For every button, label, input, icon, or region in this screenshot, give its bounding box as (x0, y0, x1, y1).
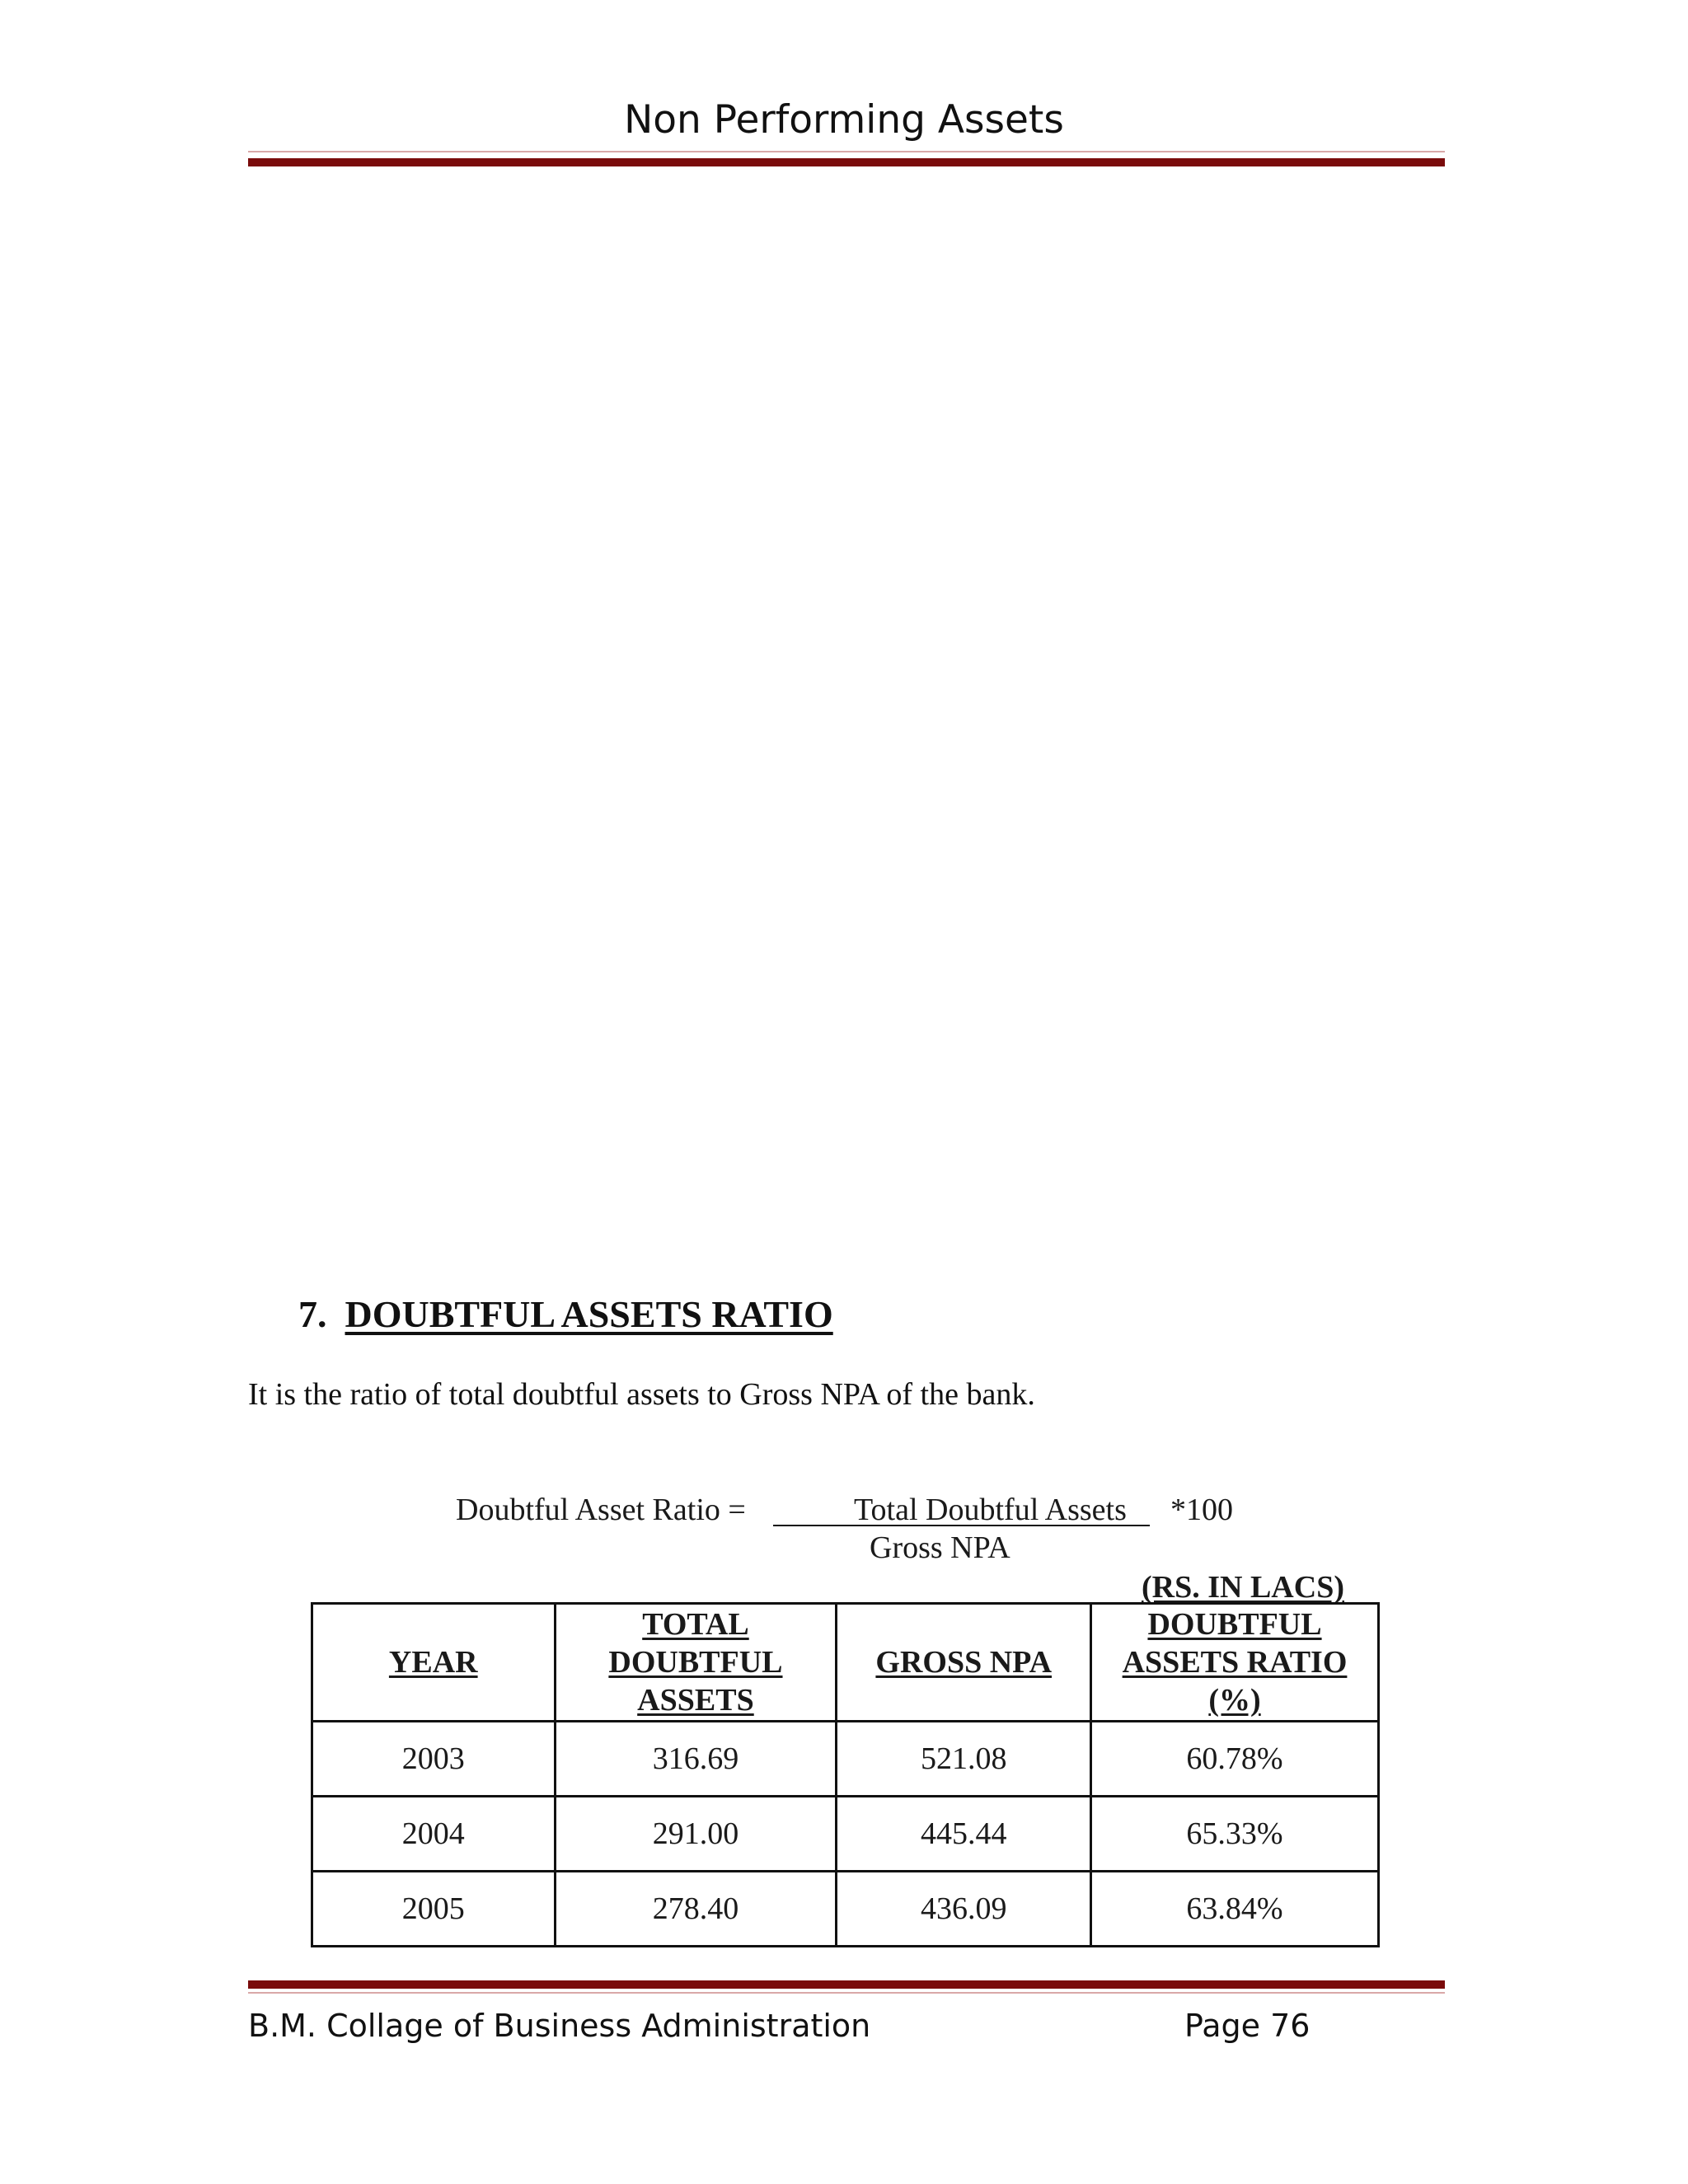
footer-page-number: Page 76 (1184, 2008, 1311, 2044)
formula-lhs: Doubtful Asset Ratio = (456, 1493, 746, 1527)
header-total-doubtful-assets: TOTAL DOUBTFUL ASSETS (555, 1604, 837, 1722)
cell-total-doubtful-assets: 291.00 (555, 1797, 837, 1872)
cell-year: 2003 (312, 1722, 556, 1797)
footer-institution: B.M. Collage of Business Administration (248, 2008, 871, 2044)
page-header-title: Non Performing Assets (624, 97, 1064, 143)
header-rule-thick (248, 158, 1445, 166)
section-number: 7. (298, 1293, 327, 1335)
header-doubtful-assets-ratio: DOUBTFUL ASSETS RATIO (%) (1091, 1604, 1379, 1722)
cell-total-doubtful-assets: 278.40 (555, 1872, 837, 1947)
cell-ratio: 65.33% (1091, 1797, 1379, 1872)
table-row (312, 1722, 1379, 1797)
cell-year: 2005 (312, 1872, 556, 1947)
table-unit-label: (RS. IN LACS) (1142, 1570, 1344, 1605)
cell-gross-npa: 521.08 (837, 1722, 1091, 1797)
cell-year: 2004 (312, 1797, 556, 1872)
cell-gross-npa: 445.44 (837, 1797, 1091, 1872)
table-row (312, 1797, 1379, 1872)
formula-multiplier: *100 (1170, 1493, 1233, 1527)
cell-ratio: 63.84% (1091, 1872, 1379, 1947)
cell-ratio: 60.78% (1091, 1722, 1379, 1797)
formula-numerator: Total Doubtful Assets (854, 1493, 1127, 1527)
section-heading (298, 1292, 833, 1336)
section-title: DOUBTFUL ASSETS RATIO (345, 1293, 833, 1335)
footer-rule-thick (248, 1980, 1445, 1989)
cell-gross-npa: 436.09 (837, 1872, 1091, 1947)
header-year: YEAR (312, 1604, 556, 1722)
header-rule-thin (248, 151, 1445, 152)
table-header-row (312, 1604, 1379, 1722)
intro-text: It is the ratio of total doubtful assets to Gross NPA of the bank. (248, 1377, 1035, 1412)
footer-rule-thin (248, 1992, 1445, 1994)
table-row (312, 1872, 1379, 1947)
header-gross-npa: GROSS NPA (837, 1604, 1091, 1722)
doubtful-assets-table (311, 1602, 1380, 1947)
formula-denominator: Gross NPA (870, 1530, 1010, 1565)
cell-total-doubtful-assets: 316.69 (555, 1722, 837, 1797)
